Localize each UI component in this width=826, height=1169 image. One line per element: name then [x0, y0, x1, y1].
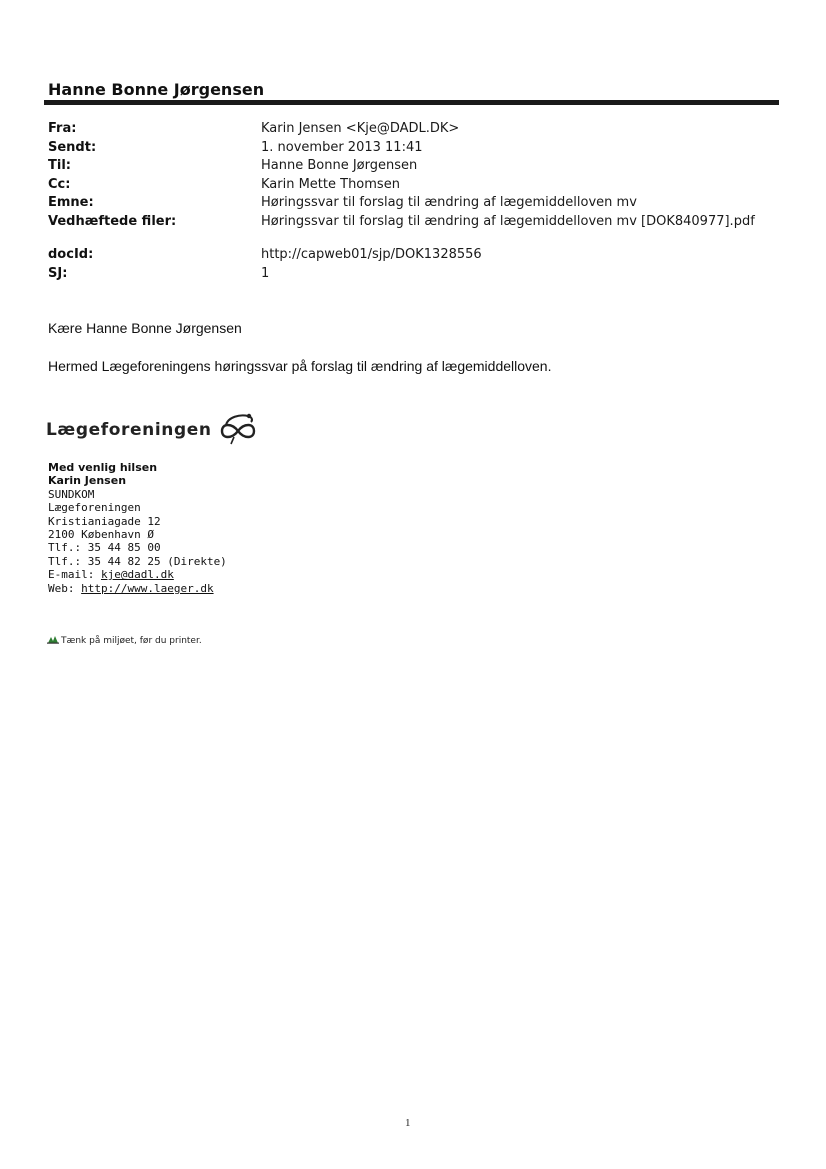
logo-text: Lægeforeningen — [46, 420, 212, 440]
meta-value: Karin Mette Thomsen — [261, 176, 400, 192]
meta-label: Sendt: — [48, 139, 97, 155]
meta-value: Karin Jensen <Kje@DADL.DK> — [261, 121, 460, 136]
meta-row-subject — [48, 194, 788, 213]
signature-organization: Lægeforeningen — [48, 501, 141, 515]
page-number: 1 — [405, 1117, 411, 1129]
meta-label: Emne: — [48, 195, 94, 210]
greeting: Kære Hanne Bonne Jørgensen — [48, 320, 242, 336]
email-link[interactable]: kje@dadl.dk — [100, 568, 174, 582]
meta-label: Til: — [48, 158, 71, 173]
meta-value: Hanne Bonne Jørgensen — [261, 158, 418, 173]
signature-block — [48, 461, 227, 595]
signature-city: 2100 København Ø — [48, 528, 154, 542]
docid-link[interactable]: http://capweb01/sjp/DOK1328556 — [261, 247, 482, 262]
meta-label: SJ: — [48, 265, 68, 281]
signature-closing: Med venlig hilsen — [48, 461, 158, 474]
web-label: Web: — [48, 581, 82, 595]
meta-spacer — [48, 231, 788, 246]
email-metadata — [48, 120, 788, 283]
attachment-link[interactable]: Høringssvar til forslag til ændring af lægemiddelloven mv [DOK840977].pdf — [261, 213, 755, 229]
meta-row-from — [48, 120, 788, 139]
web-link[interactable]: http://www.laeger.dk — [81, 581, 214, 595]
meta-value: 1. november 2013 11:41 — [261, 139, 423, 155]
eco-note-text: Tænk på miljøet, før du printer. — [61, 635, 202, 646]
logo — [46, 414, 258, 446]
meta-row-sent — [48, 139, 788, 158]
owner-name: Hanne Bonne Jørgensen — [48, 80, 265, 99]
signature-street: Kristianiagade 12 — [48, 514, 161, 528]
signature-name: Karin Jensen — [48, 474, 127, 488]
infinity-serpent-icon — [218, 411, 258, 450]
meta-label: docId: — [48, 247, 94, 262]
meta-row-docid — [48, 246, 788, 265]
message-text: Hermed Lægeforeningens høringssvar på forslag til ændring af lægemiddelloven. — [48, 358, 552, 374]
email-label: E-mail: — [48, 568, 101, 582]
meta-label: Vedhæftede filer: — [48, 213, 177, 229]
meta-value: Høringssvar til forslag til ændring af lægemiddelloven mv — [261, 195, 637, 210]
signature-department: SUNDKOM — [48, 487, 95, 501]
meta-row-cc — [48, 176, 788, 195]
signature-phone: Tlf.: 35 44 85 00 — [48, 541, 161, 555]
meta-row-to — [48, 157, 788, 176]
signature-phone-direct: Tlf.: 35 44 82 25 (Direkte) — [48, 554, 227, 568]
signature-web-row — [48, 582, 227, 595]
signature-email-row — [48, 568, 227, 581]
header-rule — [44, 100, 779, 105]
meta-label: Fra: — [48, 121, 77, 136]
meta-row-attachments — [48, 213, 788, 232]
eco-note — [47, 634, 202, 647]
meta-value: 1 — [261, 265, 270, 281]
meta-row-sj — [48, 265, 788, 284]
meta-label: Cc: — [48, 176, 71, 192]
tree-icon — [47, 634, 59, 647]
